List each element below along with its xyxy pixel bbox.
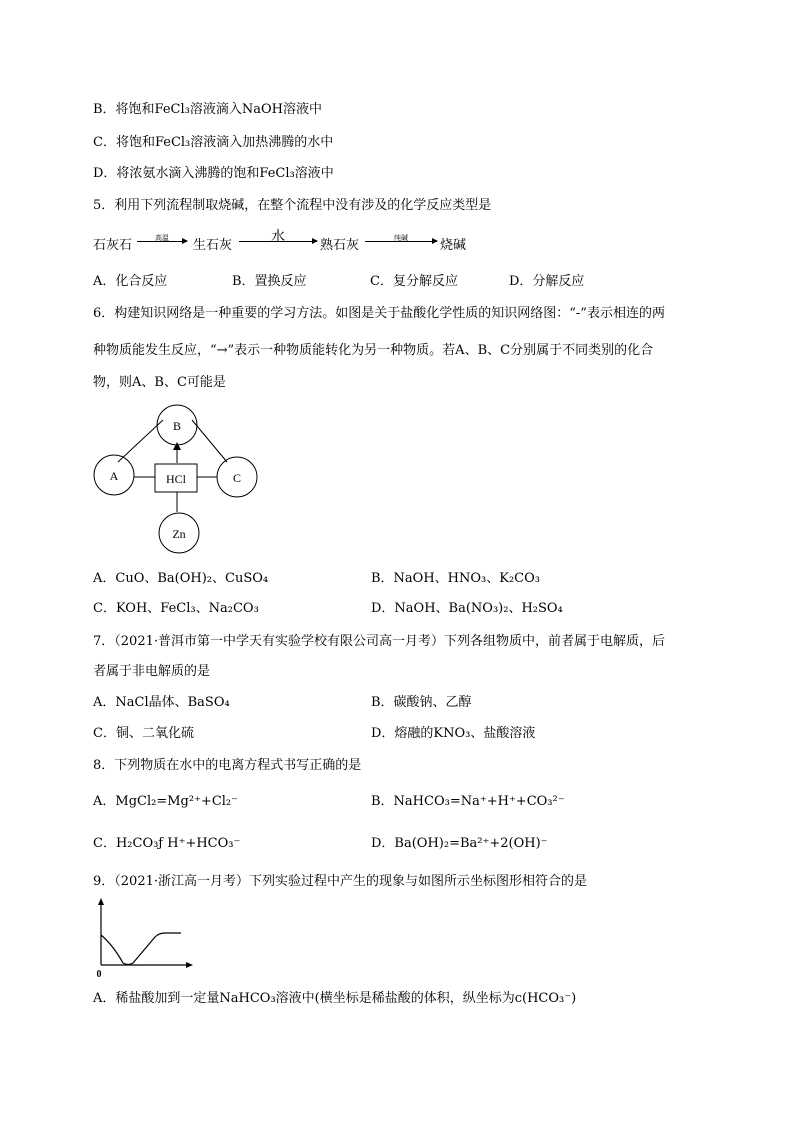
- q5-option-d: D．分解反应: [509, 274, 585, 289]
- q5-flow-diagram: [93, 230, 613, 252]
- q6-stem-line2: 种物质能发生反应，“→”表示一种物质能转化为另一种物质。若A、B、C分别属于不同类别的化合: [93, 343, 654, 358]
- q8-option-d: D．Ba(OH)₂=Ba²⁺+2(OH)⁻: [371, 836, 548, 851]
- q4-option-c: C．将饱和FeCl₃溶液滴入加热沸腾的水中: [93, 135, 334, 150]
- q8-stem: 8．下列物质在水中的电离方程式书写正确的是: [93, 758, 362, 773]
- q5-stem: 5．利用下列流程制取烧碱，在整个流程中没有涉及的化学反应类型是: [93, 198, 492, 213]
- q5-option-a: A．化合反应: [93, 274, 168, 289]
- q6-option-d: D．NaOH、Ba(NO₃)₂、H₂SO₄: [371, 601, 563, 616]
- graph-curve: [101, 933, 181, 965]
- q6-option-a: A．CuO、Ba(OH)₂、CuSO₄: [93, 571, 269, 586]
- flow-caustic-soda: 烧碱: [440, 238, 467, 253]
- node-zn-label: Zn: [172, 527, 186, 541]
- q6-option-c: C．KOH、FeCl₃、Na₂CO₃: [93, 601, 259, 616]
- q9-coordinate-graph: [93, 895, 203, 980]
- q7-option-a: A．NaCl晶体、BaSO₄: [93, 695, 230, 710]
- q5-option-b: B．置换反应: [232, 274, 307, 289]
- arrow-head: [173, 442, 181, 450]
- q8-option-a: A．MgCl₂=Mg²⁺+Cl₂⁻: [93, 794, 239, 809]
- flow-limestone: 石灰石: [93, 238, 133, 253]
- q7-option-b: B．碳酸钠、乙醇: [371, 695, 472, 710]
- q7-option-d: D．熔融的KNO₃、盐酸溶液: [371, 726, 536, 741]
- q8-option-b: B．NaHCO₃=Na⁺+H⁺+CO₃²⁻: [371, 794, 565, 809]
- q9-stem: 9．（2021·浙江高一月考）下列实验过程中产生的现象与如图所示坐标图形相符合的是: [93, 874, 587, 889]
- q6-option-b: B．NaOH、HNO₃、K₂CO₃: [371, 571, 540, 586]
- node-hcl-label: HCl: [165, 472, 187, 486]
- q5-option-c: C．复分解反应: [370, 274, 458, 289]
- node-b-label: B: [172, 419, 182, 433]
- flow-slaked-lime: 熟石灰: [320, 238, 360, 253]
- node-c-label: C: [232, 471, 242, 485]
- q8-option-c: C．H₂CO₃ƒ H⁺+HCO₃⁻: [93, 836, 241, 851]
- x-axis-arrow: [186, 962, 193, 968]
- y-axis-arrow: [98, 898, 104, 905]
- flow-condition-1: 高温: [155, 234, 169, 242]
- q4-option-d: D．将浓氨水滴入沸腾的饱和FeCl₃溶液中: [93, 166, 334, 181]
- flow-quicklime: 生石灰: [193, 238, 233, 253]
- flow-condition-2: 水: [271, 229, 285, 245]
- graph-origin-label: 0: [96, 969, 102, 980]
- node-a-label: A: [109, 469, 119, 483]
- q7-stem-line2: 者属于非电解质的是: [93, 664, 211, 679]
- flow-condition-3: 纯碱: [394, 234, 408, 242]
- q7-option-c: C．铜、二氧化硫: [93, 726, 194, 741]
- hcl-network-diagram: [85, 400, 275, 560]
- q6-stem-line1: 6．构建知识网络是一种重要的学习方法。如图是关于盐酸化学性质的知识网络图：“-”表示相连的两: [93, 306, 665, 321]
- q4-option-b: B．将饱和FeCl₃溶液滴入NaOH溶液中: [93, 102, 322, 117]
- q6-stem-line3: 物，则A、B、C可能是: [93, 375, 226, 390]
- q9-option-a: A．稀盐酸加到一定量NaHCO₃溶液中(横坐标是稀盐酸的体积，纵坐标为c(HCO₃⁻): [93, 991, 577, 1006]
- q7-stem-line1: 7．（2021·普洱市第一中学天有实验学校有限公司高一月考）下列各组物质中，前者属于电解质，后: [93, 634, 665, 649]
